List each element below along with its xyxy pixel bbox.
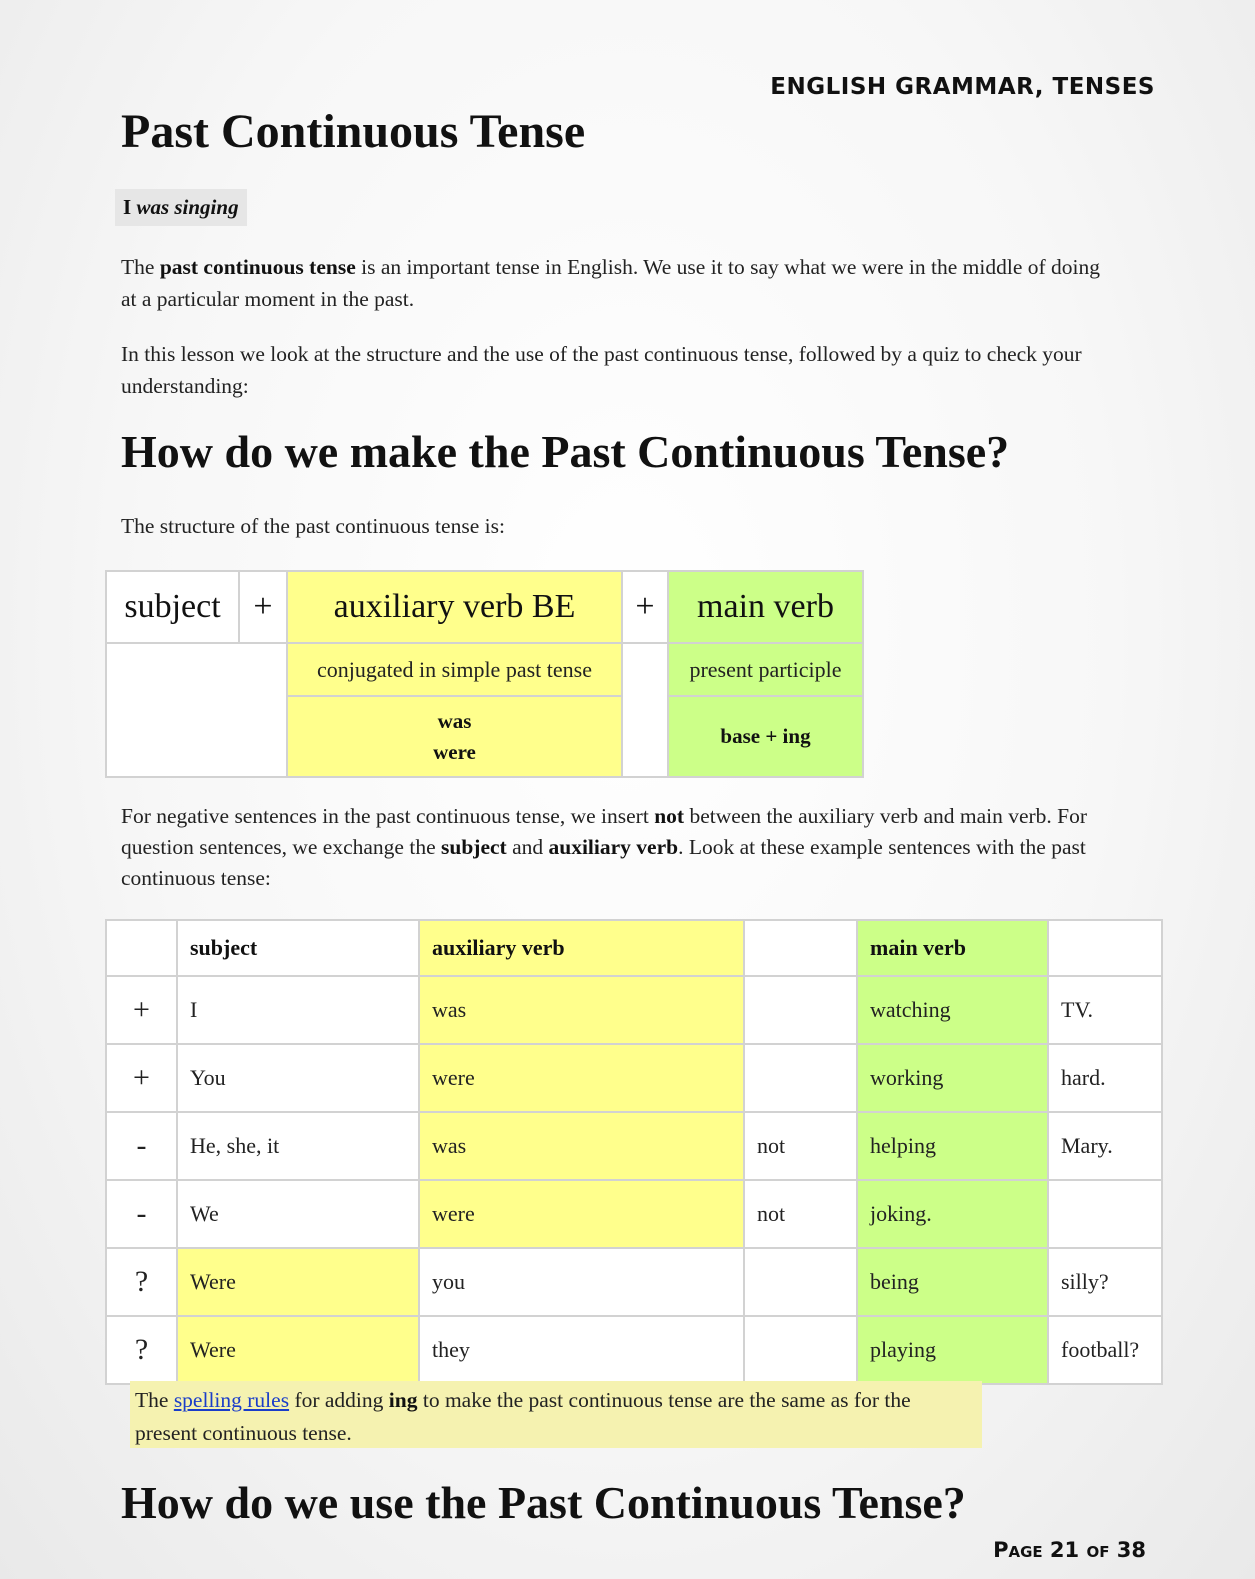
row-main: watching (857, 976, 1048, 1044)
row-subject: Were (177, 1316, 419, 1384)
section-heading-use: How do we use the Past Continuous Tense? (121, 1477, 966, 1528)
section-heading-make: How do we make the Past Continuous Tense? (121, 426, 1010, 477)
note-text: for adding (289, 1388, 389, 1412)
note-text: to make the past continuous tense are the same as for the present continuous tense. (135, 1388, 911, 1445)
row-symbol: - (106, 1112, 177, 1180)
row-main: being (857, 1248, 1048, 1316)
row-subject: I (177, 976, 419, 1044)
row-rest: TV. (1048, 976, 1162, 1044)
header-aux: auxiliary verb (419, 920, 744, 976)
table-row (106, 1248, 1162, 1316)
neg-text: between the auxiliary verb and main verb. For question sentences, we exchange the (121, 804, 1088, 859)
example-verb: was singing (136, 195, 239, 219)
structure-main-note: present participle (668, 643, 863, 696)
spelling-rules-link[interactable]: spelling rules (173, 1388, 290, 1412)
table-row (106, 1044, 1162, 1112)
row-rest: silly? (1048, 1248, 1162, 1316)
row-aux: was (419, 976, 744, 1044)
note-text: The (135, 1388, 174, 1412)
row-subject: You (177, 1044, 419, 1112)
row-not: not (744, 1180, 857, 1248)
structure-main: main verb (668, 571, 863, 643)
row-subject: He, she, it (177, 1112, 419, 1180)
header-empty (1048, 920, 1162, 976)
row-not: not (744, 1112, 857, 1180)
neg-bold-aux: auxiliary verb (548, 835, 679, 859)
row-not (744, 1044, 857, 1112)
neg-text: . Look at these example sentences with the past continuous tense: (121, 835, 1086, 890)
structure-subject: subject (106, 571, 239, 643)
header-empty (106, 920, 177, 976)
row-not (744, 1248, 857, 1316)
row-aux: was (419, 1112, 744, 1180)
structure-intro: The structure of the past continuous tense is: (121, 514, 505, 538)
neg-text: and (506, 835, 549, 859)
intro-text-cont: is an important tense in English. We use it to say what we were in the middle of doing at a particular moment in the past. (121, 255, 1101, 311)
structure-main-form: base + ing (668, 696, 863, 777)
row-main: working (857, 1044, 1048, 1112)
structure-empty-cell (622, 643, 668, 777)
table-row (106, 976, 1162, 1044)
intro-paragraph (121, 251, 1111, 315)
example-pronoun: I (123, 195, 132, 219)
row-aux: you (419, 1248, 744, 1316)
row-main: playing (857, 1316, 1048, 1384)
intro-text: The (121, 255, 160, 279)
row-rest: hard. (1048, 1044, 1162, 1112)
neg-bold-subject: subject (441, 835, 507, 859)
row-not (744, 1316, 857, 1384)
intro-bold-term: past continuous tense (159, 255, 356, 279)
structure-aux: auxiliary verb BE (287, 571, 622, 643)
structure-plus: + (622, 571, 668, 643)
neg-bold-not: not (654, 804, 685, 828)
header-main: main verb (857, 920, 1048, 976)
page-number: Page 21 of 38 (993, 1538, 1146, 1562)
aux-form-was: was (437, 708, 472, 733)
table-row (106, 1316, 1162, 1384)
row-symbol: ? (106, 1248, 177, 1316)
table-row (106, 1112, 1162, 1180)
structure-table (105, 570, 864, 778)
header-subject: subject (177, 920, 419, 976)
header-empty (744, 920, 857, 976)
page-title: Past Continuous Tense (121, 105, 586, 158)
row-rest: football? (1048, 1316, 1162, 1384)
row-symbol: - (106, 1180, 177, 1248)
structure-aux-note: conjugated in simple past tense (287, 643, 622, 696)
row-symbol: ? (106, 1316, 177, 1384)
row-symbol: + (106, 976, 177, 1044)
row-main: helping (857, 1112, 1048, 1180)
row-not (744, 976, 857, 1044)
note-bold-ing: ing (388, 1388, 418, 1412)
example-sentence (115, 189, 247, 226)
row-subject: Were (177, 1248, 419, 1316)
row-rest: Mary. (1048, 1112, 1162, 1180)
structure-empty-cell (106, 643, 287, 777)
row-aux: they (419, 1316, 744, 1384)
table-row (106, 1180, 1162, 1248)
row-subject: We (177, 1180, 419, 1248)
row-aux: were (419, 1180, 744, 1248)
spelling-note (130, 1381, 982, 1448)
lesson-paragraph: In this lesson we look at the structure and the use of the past continuous tense, followed by a quiz to check your understanding: (121, 342, 1082, 398)
neg-text: For negative sentences in the past continuous tense, we insert (121, 804, 655, 828)
row-main: joking. (857, 1180, 1048, 1248)
row-aux: were (419, 1044, 744, 1112)
aux-form-were: were (433, 739, 476, 764)
examples-table (105, 919, 1163, 1385)
row-symbol: + (106, 1044, 177, 1112)
structure-plus: + (239, 571, 287, 643)
structure-aux-forms (287, 696, 622, 777)
running-head: ENGLISH GRAMMAR, TENSES (770, 74, 1155, 100)
negatives-paragraph (121, 801, 1111, 894)
row-rest (1048, 1180, 1162, 1248)
